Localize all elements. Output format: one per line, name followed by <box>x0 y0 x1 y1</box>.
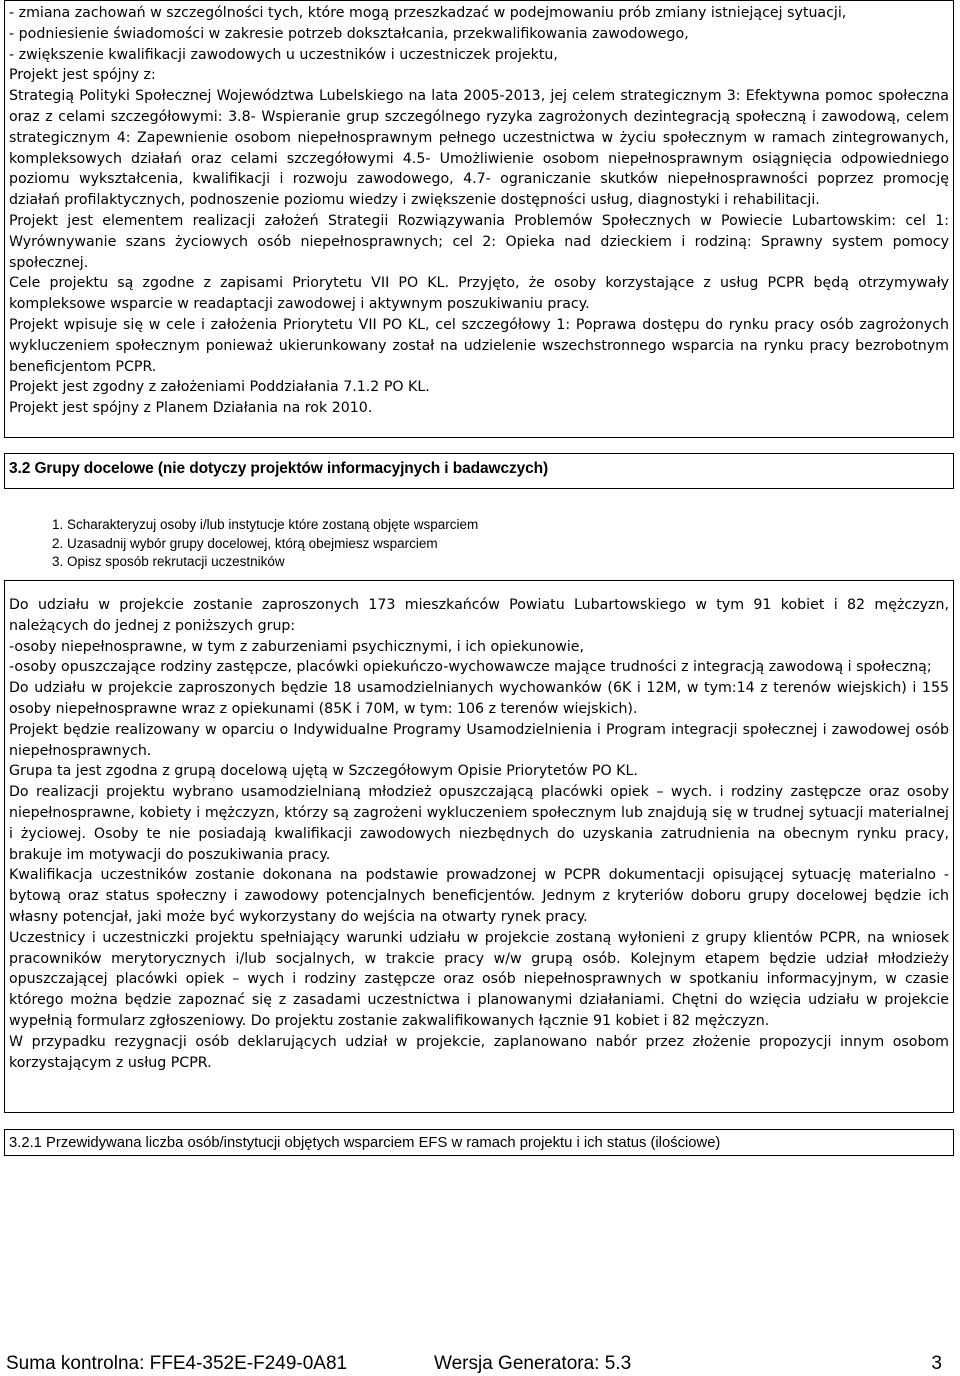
generator-version-text: Wersja Generatora: 5.3 <box>434 1353 632 1374</box>
priority-fit-paragraph: Projekt wpisuje się w cele i założenia Priorytetu VII PO KL, cel szczegółowy 1: Poprawa dostępu do rynku pracy osób zagrożonych wykluczeniem społecznym ponieważ ukierunkowany został na udzielenie wszechstronnego wsparcia na rynku pracy bezrobotnym beneficjentom PCPR. <box>9 316 949 375</box>
instruction-item: 2. Uzasadnij wybór grupy docelowej, którą obejmiesz wsparciem <box>52 535 438 551</box>
qualification-paragraph: Kwalifikacja uczestników zostanie dokonana na podstawie prowadzonej w PCPR dokumentacji opisującej sytuację materialno - bytową oraz status społeczny i zawodowy potencjalnych beneficjentów. Jednym z kryteriów doboru grupy docelowej będzie ich własny potencjał, jaki może być wykorzystany do wejścia na otwarty rynek pracy. <box>9 867 949 925</box>
priority-goals-paragraph: Cele projektu są zgodne z zapisami Priorytetu VII PO KL. Przyjęto, że osoby korzystające z usług PCPR będą otrzymywały kompleksowe wsparcie w readaptacji zawodowej i aktywnym poszukiwaniu pracy. <box>9 275 949 313</box>
section-3-2-content-box <box>4 580 954 1113</box>
checksum-text: Suma kontrolna: FFE4-352E-F249-0A81 <box>6 1353 348 1374</box>
program-paragraph: Projekt będzie realizowany w oparciu o Indywidualne Programy Usamodzielnienia i Program integracji społecznej i zawodowej osób niepełnosprawnych. <box>9 721 949 759</box>
problem-strategy-paragraph: Projekt jest elementem realizacji założeń Strategii Rozwiązywania Problemów Społecznych w Powiecie Lubartowskim: cel 1: Wyrównywanie szans życiowych osób niepełnosprawnych; cel 2: Opieka nad dzieckiem i rodziną: Sprawny system pomocy społecznej. <box>9 212 949 271</box>
section-3-2-1-heading: 3.2.1 Przewidywana liczba osób/instytucji objętych wsparciem EFS w ramach projektu i ich status (ilościowe) <box>9 1135 721 1151</box>
section-3-2-1-header-box <box>4 1129 954 1156</box>
selection-paragraph: Do realizacji projektu wybrano usamodzielnianą młodzież opuszczającą placówki opiek – wych. i rodziny zastępcze oraz osoby niepełnosprawne, kobiety i mężczyzn, którzy są zagrożeni wykluczeniem społecznym lub znajdują się w trudnej sytuacji materialnej i życiowej. Osoby te nie posiadają kwalifikacji zawodowych niezbędnych do uzyskania zatrudnienia na obecnym rynku pracy, brakuje im motywacji do poszukiwania pracy. <box>9 784 949 863</box>
participants-breakdown-paragraph: Do udziału w projekcie zaproszonych będzie 18 usamodzielnianych wychowanków (6K i 12M, w tym:14 z terenów wiejskich) i 155 osoby niepełnosprawne wraz z opiekunami (85K i 70M, w tym: 106 z terenów wiejskich). <box>9 680 949 717</box>
group-item: -osoby niepełnosprawne, w tym z zaburzeniami psychicznymi, i ich opiekunowie, <box>9 638 585 655</box>
intro-line-4: Projekt jest spójny z: <box>9 67 156 84</box>
participants-paragraph: Do udziału w projekcie zostanie zaproszonych 173 mieszkańców Powiatu Lubartowskiego w tym 91 kobiet i 82 mężczyzn, należących do jednej z poniższych grup: <box>9 597 949 634</box>
intro-line-2: - podniesienie świadomości w zakresie potrzeb dokształcania, przekwalifikowania zawodowego, <box>9 25 689 42</box>
action-plan-line: Projekt jest spójny z Planem Działania na rok 2010. <box>9 400 373 417</box>
intro-line-1: - zmiana zachowań w szczególności tych, które mogą przeszkadzać w podejmowaniu prób zmiany istniejącej sytuacji, <box>9 5 847 21</box>
page-footer <box>6 1352 954 1376</box>
section-3-2-header-box <box>4 453 954 489</box>
group-compliance-paragraph: Grupa ta jest zgodna z grupą docelową ujętą w Szczegółowym Opisie Priorytetów PO KL. <box>9 763 638 780</box>
recruitment-paragraph: Uczestnicy i uczestniczki projektu spełniający warunki udziału w projekcie zostaną wyłonieni z grupy klientów PCPR, na wniosek pracowników merytorycznych i/lub socjalnych, w trakcie pracy w/w grupą osób. Kolejnym etapem będzie udział młodzieży opuszczającej placówki opiek – wych i rodziny zastępcze oraz osób niepełnosprawnych w spotkaniu informacyjnym, w czasie którego można będzie zapoznać się z zasadami uczestnictwa i planowanymi działaniami. Chętni do wzięcia udziału w projekcie wypełnią formularz zgłoszeniowy. Do projektu zostanie zakwalifikowanych łącznie 91 kobiet i 82 mężczyzn. <box>9 929 949 1029</box>
section-intro-box <box>4 0 954 438</box>
strategy-paragraph: Strategią Polityki Społecznej Województwa Lubelskiego na lata 2005-2013, jej celem strategicznym 3: Efektywna pomoc społeczna oraz z celami szczegółowymi: 3.8- Wspieranie grup szczególnego ryzyka zagrożonych dezintegracją społeczną i zawodową, celem strategicznym 4: Zapewnienie osobom niepełnosprawnym pełnego uczestnictwa w życiu społecznym w ramach zintegrowanych, kompleksowych działań oraz celami szczegółowymi 4.5- Umożliwienie osobom niepełnosprawnym osiągnięcia odpowiedniego poziomu wykształcenia, kwalifikacji i rozwoju zawodowego, 4.7- ograniczanie skutków niepełnosprawności poprzez promocję działań profilaktycznych, podnoszenie poziomu wiedzy i zwiększenie dostępności usług, diagnostyki i rehabilitacji. <box>9 88 949 209</box>
group-item: -osoby opuszczające rodziny zastępcze, placówki opiekuńczo-wychowawcze mające trudności z integracją zawodową i społeczną; <box>9 659 932 676</box>
page-number: 3 <box>931 1353 942 1374</box>
section-3-2-heading: 3.2 Grupy docelowe (nie dotyczy projektów informacyjnych i badawczych) <box>9 460 549 477</box>
instruction-item: 1. Scharakteryzuj osoby i/lub instytucje które zostaną objęte wsparciem <box>52 517 479 532</box>
instructions-list <box>52 516 478 572</box>
resignation-paragraph: W przypadku rezygnacji osób deklarujących udział w projekcie, zaplanowano nabór przez złożenie propozycji innym osobom korzystającym z usług PCPR. <box>9 1033 949 1071</box>
intro-line-3: - zwiększenie kwalifikacji zawodowych u uczestników i uczestniczek projektu, <box>9 46 558 63</box>
instruction-item: 3. Opisz sposób rekrutacji uczestników <box>52 554 285 569</box>
measure-compliance-line: Projekt jest zgodny z założeniami Poddziałania 7.1.2 PO KL. <box>9 379 430 396</box>
